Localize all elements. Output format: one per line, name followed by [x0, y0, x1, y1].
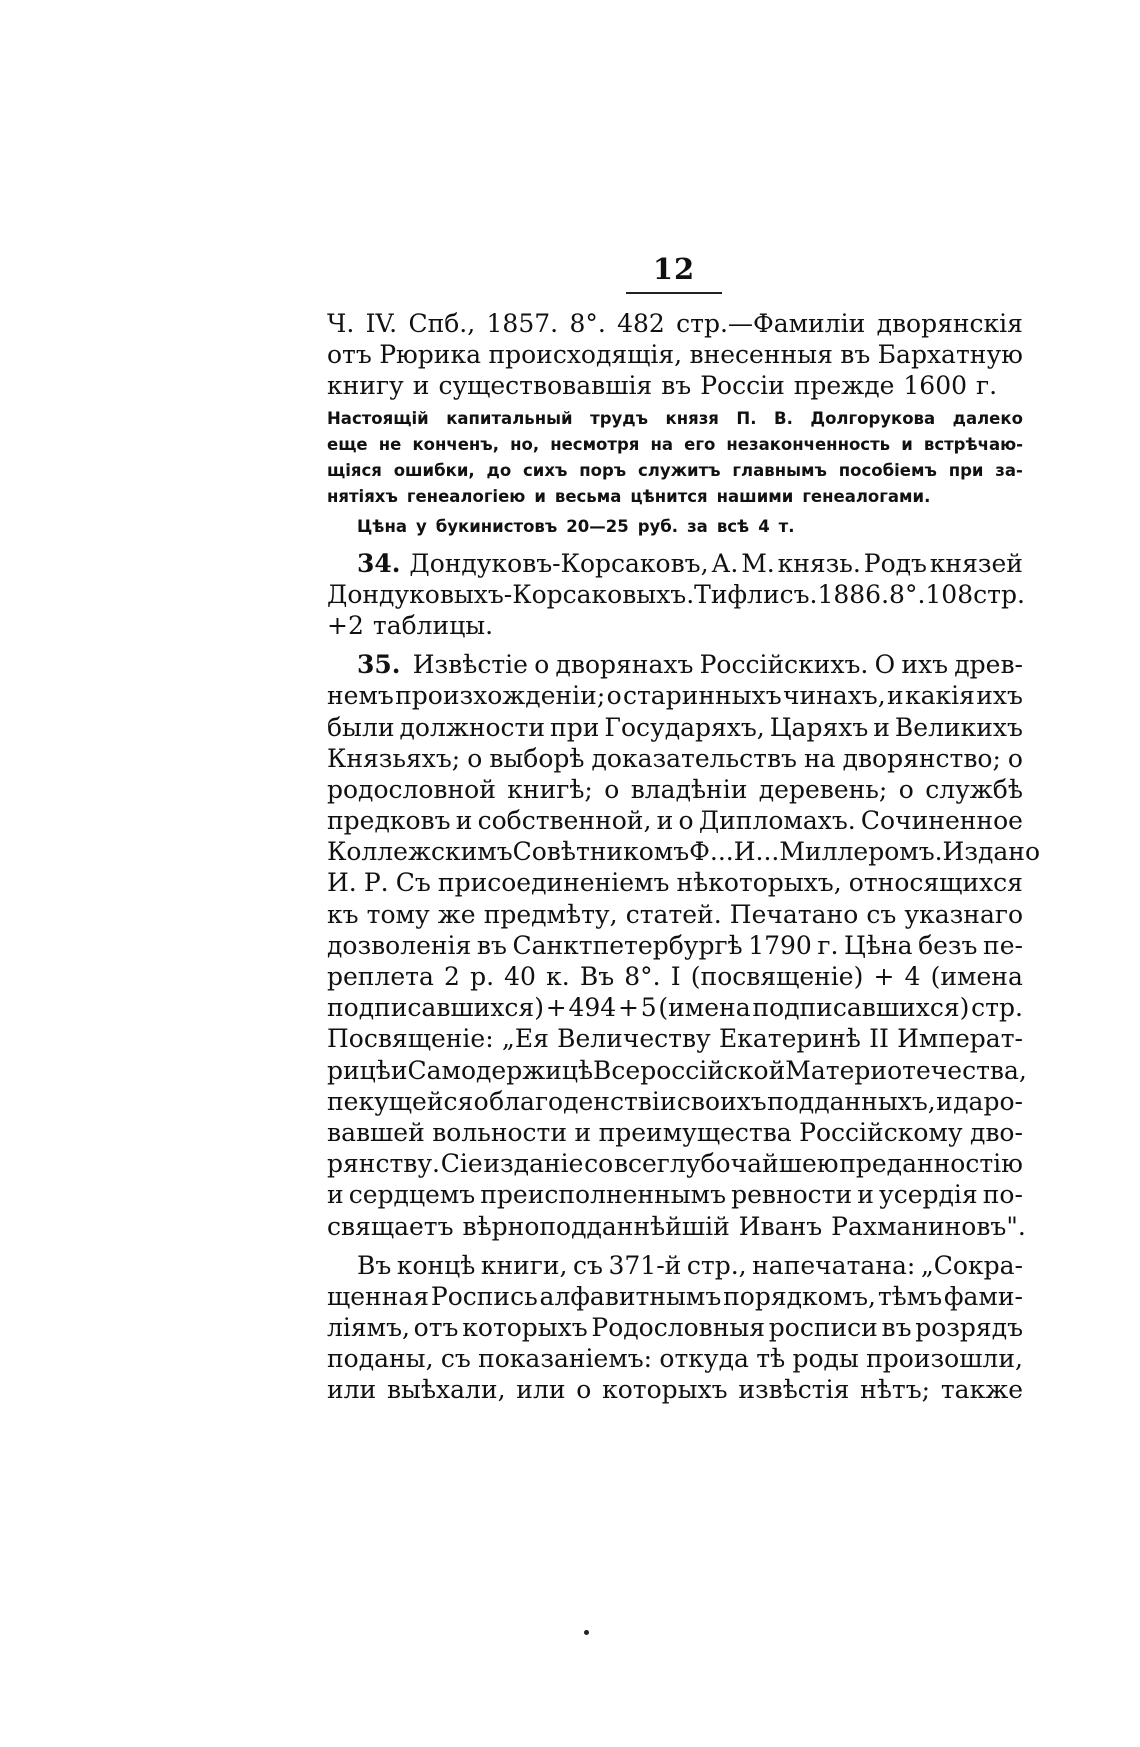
word: порядкомъ,: [723, 1281, 876, 1311]
word: стр.: [971, 993, 1023, 1023]
word: сихъ: [523, 460, 568, 480]
word: отечества,: [887, 1055, 1027, 1085]
word: служитъ: [638, 460, 721, 480]
word: щіяся: [327, 460, 382, 480]
word: и: [455, 806, 473, 836]
word: безъ: [918, 930, 978, 960]
word: Князьяхъ;: [327, 743, 461, 773]
text-line: [327, 1148, 1023, 1179]
word: которыхъ: [602, 1375, 728, 1405]
word: Долгорукова: [810, 408, 936, 428]
word: еще: [327, 434, 368, 454]
word: выборѣ: [489, 743, 585, 773]
word: пе-: [983, 930, 1023, 960]
word: книги,: [480, 1250, 568, 1280]
word: о: [606, 681, 622, 711]
word: г.: [817, 930, 839, 960]
note-line: [327, 432, 1023, 458]
word: стр.: [973, 579, 1025, 609]
word: въ: [881, 1313, 912, 1343]
word: Самодержицѣ: [407, 1055, 594, 1085]
word: отъ: [327, 340, 372, 370]
word: подданныхъ,: [767, 1086, 936, 1116]
text-line: [327, 743, 1023, 774]
text-line: [327, 579, 1023, 610]
word: родословной: [327, 774, 496, 804]
word: нѣкоторыхъ,: [676, 868, 842, 898]
note-line: [327, 484, 1023, 510]
word: о: [898, 774, 914, 804]
word: +: [873, 962, 895, 991]
word: „Сокра-: [920, 1250, 1023, 1280]
word: дозволенія: [327, 930, 472, 960]
text-line: [327, 961, 1023, 992]
word: и: [574, 1117, 592, 1147]
word: при: [948, 460, 984, 480]
word: ревности: [731, 1180, 853, 1210]
word: и: [857, 1180, 874, 1210]
word: Дондуковыхъ-Корсаковыхъ.: [327, 579, 695, 609]
word: конченъ,: [412, 434, 499, 454]
word: Совѣтникомъ: [512, 837, 690, 867]
word: въ: [840, 340, 871, 370]
word: Государяхъ,: [604, 712, 765, 742]
word: Императ-: [897, 1024, 1023, 1054]
word: присоединеніемъ: [437, 868, 670, 898]
word: 1600: [903, 371, 968, 401]
word: И...: [733, 837, 780, 867]
word: показаніемъ:: [478, 1344, 653, 1374]
word: Россійскому: [799, 1117, 963, 1147]
text-line: [327, 712, 1023, 743]
text-line: [327, 680, 1023, 711]
word: на: [803, 743, 836, 773]
word: относящихся: [848, 868, 1023, 898]
print-mark: [584, 1630, 589, 1635]
word: тому: [366, 899, 430, 929]
text-line: [327, 1343, 1023, 1374]
word: собственной,: [477, 806, 652, 836]
word: книгѣ;: [507, 774, 593, 804]
word: концѣ: [396, 1250, 476, 1280]
word: деревень;: [758, 774, 888, 804]
word: Величеству: [557, 1024, 711, 1054]
price-note: [327, 514, 1023, 540]
word: сердцемъ: [348, 1180, 476, 1210]
word: ошибки,: [393, 460, 475, 480]
word: к.: [546, 962, 570, 991]
word: цѣнится: [630, 486, 708, 506]
word: его: [684, 434, 716, 454]
word: и: [534, 486, 546, 506]
word: незаконченность: [726, 434, 891, 454]
word: Санктпетербургѣ: [512, 930, 743, 960]
word: Сочиненное: [860, 806, 1023, 836]
word: о: [604, 774, 620, 804]
word: въ: [661, 371, 692, 401]
word: дворянахъ: [555, 650, 694, 680]
text-line: [327, 899, 1023, 930]
text-line: [327, 370, 1023, 401]
word: Рахманиновъ".: [831, 1211, 1026, 1241]
word: таблицы.: [372, 610, 494, 640]
word: росписи: [768, 1313, 878, 1343]
text-line: [327, 836, 1040, 867]
word: князя: [665, 408, 719, 428]
word: +2: [327, 610, 364, 640]
word: пособіемъ: [838, 460, 937, 480]
text-line: [327, 867, 1023, 898]
word: рицѣ: [327, 1055, 391, 1085]
word: 371-й: [608, 1250, 682, 1280]
word: же: [437, 899, 476, 929]
word: Съ: [395, 868, 431, 898]
word: выѣхали,: [386, 1375, 506, 1405]
word: внесенныя: [689, 340, 833, 370]
word: преисполненнымъ: [480, 1180, 727, 1210]
text-line: [327, 1086, 1023, 1117]
word: всѣ: [716, 516, 750, 536]
text-line: [327, 308, 1023, 339]
word: и: [327, 1180, 344, 1210]
text-line: [327, 1211, 1026, 1242]
word: также: [940, 1375, 1023, 1405]
word: о: [473, 1086, 489, 1116]
word: дво-: [969, 1117, 1023, 1147]
entry-35: [327, 649, 1040, 1242]
word: по-: [982, 1180, 1023, 1210]
word: 4: [904, 962, 921, 991]
word: о: [678, 806, 694, 836]
text-line: [327, 1312, 1023, 1343]
word: Цѣна: [357, 516, 407, 536]
word: у: [415, 516, 427, 536]
word: преданностію: [839, 1149, 1023, 1179]
word: Роспись: [430, 1281, 538, 1311]
word: Настоящій: [327, 408, 429, 428]
word: генеалогіею: [406, 486, 526, 506]
word: и: [936, 1086, 953, 1116]
word: вѣрноподданнѣйшій: [462, 1211, 730, 1241]
word: о: [1007, 743, 1023, 773]
word: и: [873, 712, 890, 742]
word: Дипломахъ.: [698, 806, 856, 836]
word: +: [617, 993, 639, 1023]
word: Тифлисъ.: [694, 579, 818, 609]
word: произхожденіи;: [395, 681, 606, 711]
word: Сіе: [440, 1149, 483, 1179]
word: 1886.: [817, 579, 890, 609]
word: какія: [904, 681, 975, 711]
word: Спб.,: [408, 309, 476, 338]
word: И.: [327, 868, 357, 898]
word: (посвященіе): [690, 962, 864, 991]
word: благоденствіи: [489, 1086, 677, 1116]
entry-number: 34.: [357, 548, 401, 578]
word: князей: [929, 548, 1023, 578]
note-line: [327, 406, 1023, 432]
word: преимущества: [598, 1117, 792, 1147]
word: дворянство;: [842, 743, 1001, 773]
word: тѣмъ: [877, 1281, 943, 1311]
word: и: [901, 434, 913, 454]
word: Извѣстіе: [412, 650, 528, 680]
word: извѣстія: [738, 1375, 850, 1405]
word: и: [412, 371, 430, 401]
word: Россійскихъ.: [699, 650, 869, 680]
word: подписавшихся): [752, 993, 970, 1023]
text-line: [327, 992, 1023, 1023]
word: нашими: [716, 486, 794, 506]
page-body: [327, 308, 1040, 1406]
word: о: [467, 743, 483, 773]
word: своихъ: [676, 1086, 767, 1116]
editor-note: [327, 406, 1023, 540]
word: IV.: [365, 309, 398, 338]
text-line: [327, 1374, 1023, 1405]
word: статей.: [625, 899, 722, 929]
word: службѣ: [925, 774, 1023, 804]
page-number: 12: [652, 252, 696, 286]
word: роды: [792, 1344, 859, 1374]
word: Великихъ: [894, 712, 1023, 742]
word: Россіи: [700, 371, 785, 401]
word: 1857.: [486, 309, 559, 338]
word: и: [390, 1055, 408, 1085]
word: +: [545, 993, 567, 1023]
word: при: [550, 712, 600, 742]
word: главнымъ: [732, 460, 827, 480]
word: реплета: [327, 962, 434, 991]
word: встрѣчаю-: [923, 434, 1023, 454]
word: древ-: [954, 650, 1023, 680]
text-line: [327, 610, 1023, 641]
word: г.: [976, 371, 998, 401]
word: произошли,: [866, 1344, 1023, 1374]
word: Родословныя: [591, 1313, 766, 1343]
text-line: [327, 1117, 1023, 1148]
word: владѣніи: [630, 774, 748, 804]
word: 8°.: [569, 309, 606, 338]
word: подписавшихся): [327, 993, 544, 1023]
word: вольности: [432, 1117, 568, 1147]
word: (имена: [930, 962, 1023, 991]
text-line: [327, 805, 1023, 836]
word: о: [534, 650, 550, 680]
word: о: [576, 1375, 592, 1405]
entry-continuation: [327, 308, 1023, 402]
word: за-: [995, 460, 1023, 480]
word: поданы,: [327, 1344, 434, 1374]
word: даро-: [953, 1086, 1023, 1116]
word: со: [584, 1149, 614, 1179]
word: книгу: [327, 371, 404, 401]
word: были: [327, 712, 395, 742]
word: чинахъ,: [782, 681, 886, 711]
text-line: [327, 1179, 1023, 1210]
word: усердія: [879, 1180, 978, 1210]
word: пекущейся: [327, 1086, 474, 1116]
word: Царяхъ: [769, 712, 869, 742]
word: Коллежскимъ: [327, 837, 513, 867]
word: нятіяхъ: [327, 486, 398, 506]
word: М.: [741, 548, 775, 578]
word: 1790: [748, 930, 812, 960]
word: отъ: [413, 1313, 459, 1343]
word: стр.—Фамиліи: [676, 309, 866, 338]
word: существовавшія: [438, 371, 653, 401]
word: Екатеринѣ: [719, 1024, 861, 1054]
word: ихъ: [976, 681, 1023, 711]
text-line: [327, 930, 1023, 961]
text-line: [327, 774, 1023, 805]
word: Цѣна: [844, 930, 913, 960]
word: Р.: [363, 868, 389, 898]
word: 8°.: [889, 579, 926, 609]
word: О: [874, 650, 896, 680]
word: за: [687, 516, 708, 536]
word: старинныхъ: [622, 681, 782, 711]
word: „Ея: [501, 1024, 549, 1054]
word: доказательствъ: [591, 743, 797, 773]
word: 482: [617, 309, 665, 338]
word: дворянскія: [876, 309, 1023, 338]
word: П.: [736, 408, 757, 428]
word: съ: [573, 1250, 603, 1280]
word: но,: [510, 434, 540, 454]
word: Иванъ: [738, 1211, 823, 1241]
word: или: [516, 1375, 566, 1405]
word: Въ: [579, 962, 615, 991]
word: указнаго: [904, 899, 1023, 929]
word: Рюрика: [379, 340, 482, 370]
word: поръ: [579, 460, 627, 480]
word: и: [656, 806, 674, 836]
word: весьма: [554, 486, 622, 506]
word: напечатана:: [752, 1250, 916, 1280]
word: Дондуковъ-Корсаковъ,: [409, 548, 709, 578]
entry-35-continuation: [327, 1250, 1023, 1406]
word: изданіе: [483, 1149, 584, 1179]
word: Ч.: [327, 309, 355, 338]
word: на: [650, 434, 674, 454]
word: II: [869, 1024, 889, 1054]
word: не: [378, 434, 402, 454]
word: р.: [470, 962, 495, 991]
word: немъ: [327, 681, 394, 711]
word: рянству.: [327, 1149, 441, 1179]
word: 494: [568, 993, 617, 1023]
word: Издано: [942, 837, 1040, 867]
word: которыхъ: [462, 1313, 588, 1343]
word: Бархатную: [877, 340, 1023, 370]
word: тѣ: [756, 1344, 786, 1374]
word: Печатано: [729, 899, 859, 929]
text-line: [327, 1023, 1023, 1054]
word: руб.: [637, 516, 679, 536]
word: всеглубочайшею: [613, 1149, 839, 1179]
word: далеко: [952, 408, 1023, 428]
word: или: [327, 1375, 377, 1405]
word: трудъ: [590, 408, 648, 428]
word: т.: [778, 516, 795, 536]
text-line: [327, 1250, 1023, 1281]
word: 20—25: [566, 516, 629, 536]
word: 40: [504, 962, 536, 991]
note-line: [327, 458, 1023, 484]
entry-34: [327, 548, 1023, 642]
word: прежде: [793, 371, 895, 401]
word: Въ: [357, 1250, 392, 1280]
word: до: [486, 460, 512, 480]
word: Посвященіе:: [327, 1024, 494, 1054]
text-line: [327, 1281, 1023, 1312]
word: 2: [444, 962, 460, 991]
word: происходящія,: [488, 340, 683, 370]
word: Родъ: [863, 548, 927, 578]
word: Ф...: [689, 837, 734, 867]
word: букинистовъ: [435, 516, 558, 536]
word: (имена: [658, 993, 751, 1023]
word: фами-: [943, 1281, 1023, 1311]
word: предмѣту,: [483, 899, 618, 929]
word: къ: [327, 899, 359, 929]
word: 5: [640, 993, 657, 1023]
word: несмотря: [550, 434, 640, 454]
word: генеалогами.: [802, 486, 931, 506]
word: I: [670, 962, 681, 991]
word: Всероссійской: [593, 1055, 786, 1085]
word: В.: [774, 408, 793, 428]
word: нѣтъ;: [860, 1375, 931, 1405]
word: должности: [399, 712, 546, 742]
word: Миллеромъ.: [779, 837, 943, 867]
word: капитальный: [446, 408, 573, 428]
word: 4: [758, 516, 770, 536]
word: свящаетъ: [327, 1211, 454, 1241]
word: стр.,: [686, 1250, 747, 1280]
word: съ: [440, 1344, 471, 1374]
word: въ: [476, 930, 507, 960]
word: князь.: [777, 548, 861, 578]
word: откуда: [659, 1344, 749, 1374]
word: ліямъ,: [327, 1313, 410, 1343]
word: съ: [866, 899, 897, 929]
word: алфавитнымъ: [539, 1281, 722, 1311]
word: Матери: [785, 1055, 888, 1085]
word: 108: [925, 579, 974, 609]
word: предковъ: [327, 806, 451, 836]
text-line: [327, 339, 1023, 370]
text-line: [327, 649, 1023, 680]
word: вавшей: [327, 1117, 425, 1147]
text-line: [327, 1055, 1027, 1086]
word: щенная: [327, 1281, 430, 1311]
page-number-rule: [626, 292, 722, 294]
word: розрядъ: [915, 1313, 1023, 1343]
word: А.: [711, 548, 739, 578]
word: ихъ: [901, 650, 949, 680]
entry-number: 35.: [357, 650, 401, 680]
word: 8°.: [624, 962, 661, 991]
text-line: [327, 548, 1023, 579]
word: и: [886, 681, 904, 711]
